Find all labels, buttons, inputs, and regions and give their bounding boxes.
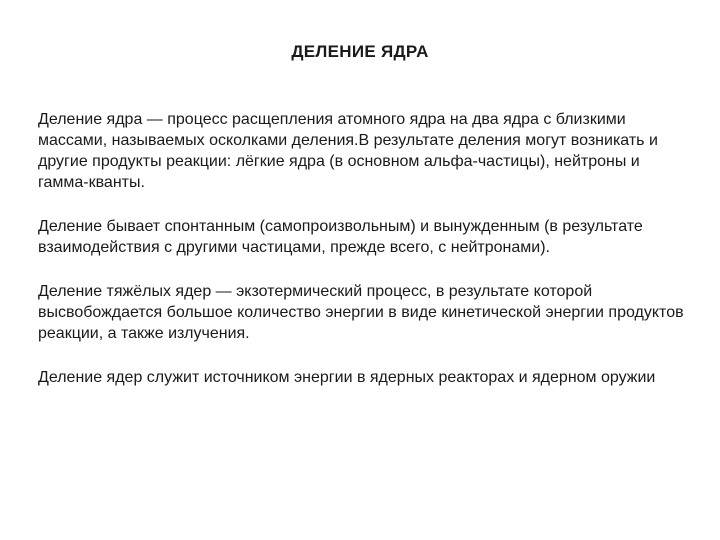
slide-title: ДЕЛЕНИЕ ЯДРА xyxy=(291,42,429,61)
paragraph-types: Деление бывает спонтанным (самопроизвольным) и вынужденным (в результате взаимодействия с другими частицами, прежде всего, с нейтронами). xyxy=(38,218,643,256)
paragraph-applications: Деление ядер служит источником энергии в ядерных реакторах и ядерном оружии xyxy=(38,369,656,386)
paragraph-definition: Деление ядра — процесс расщепления атомного ядра на два ядра с близкими массами, называемых осколками деления.В результате деления могут возникать и другие продукты реакции: лёгкие ядра (в основном альфа-частицы), нейтроны и гамма-кванты. xyxy=(38,111,658,191)
slide-body xyxy=(38,109,693,411)
paragraph-exothermic: Деление тяжёлых ядер — экзотермический процесс, в результате которой высвобождается большое количество энергии в виде кинетической энергии продуктов реакции, а также излучения. xyxy=(38,283,684,342)
